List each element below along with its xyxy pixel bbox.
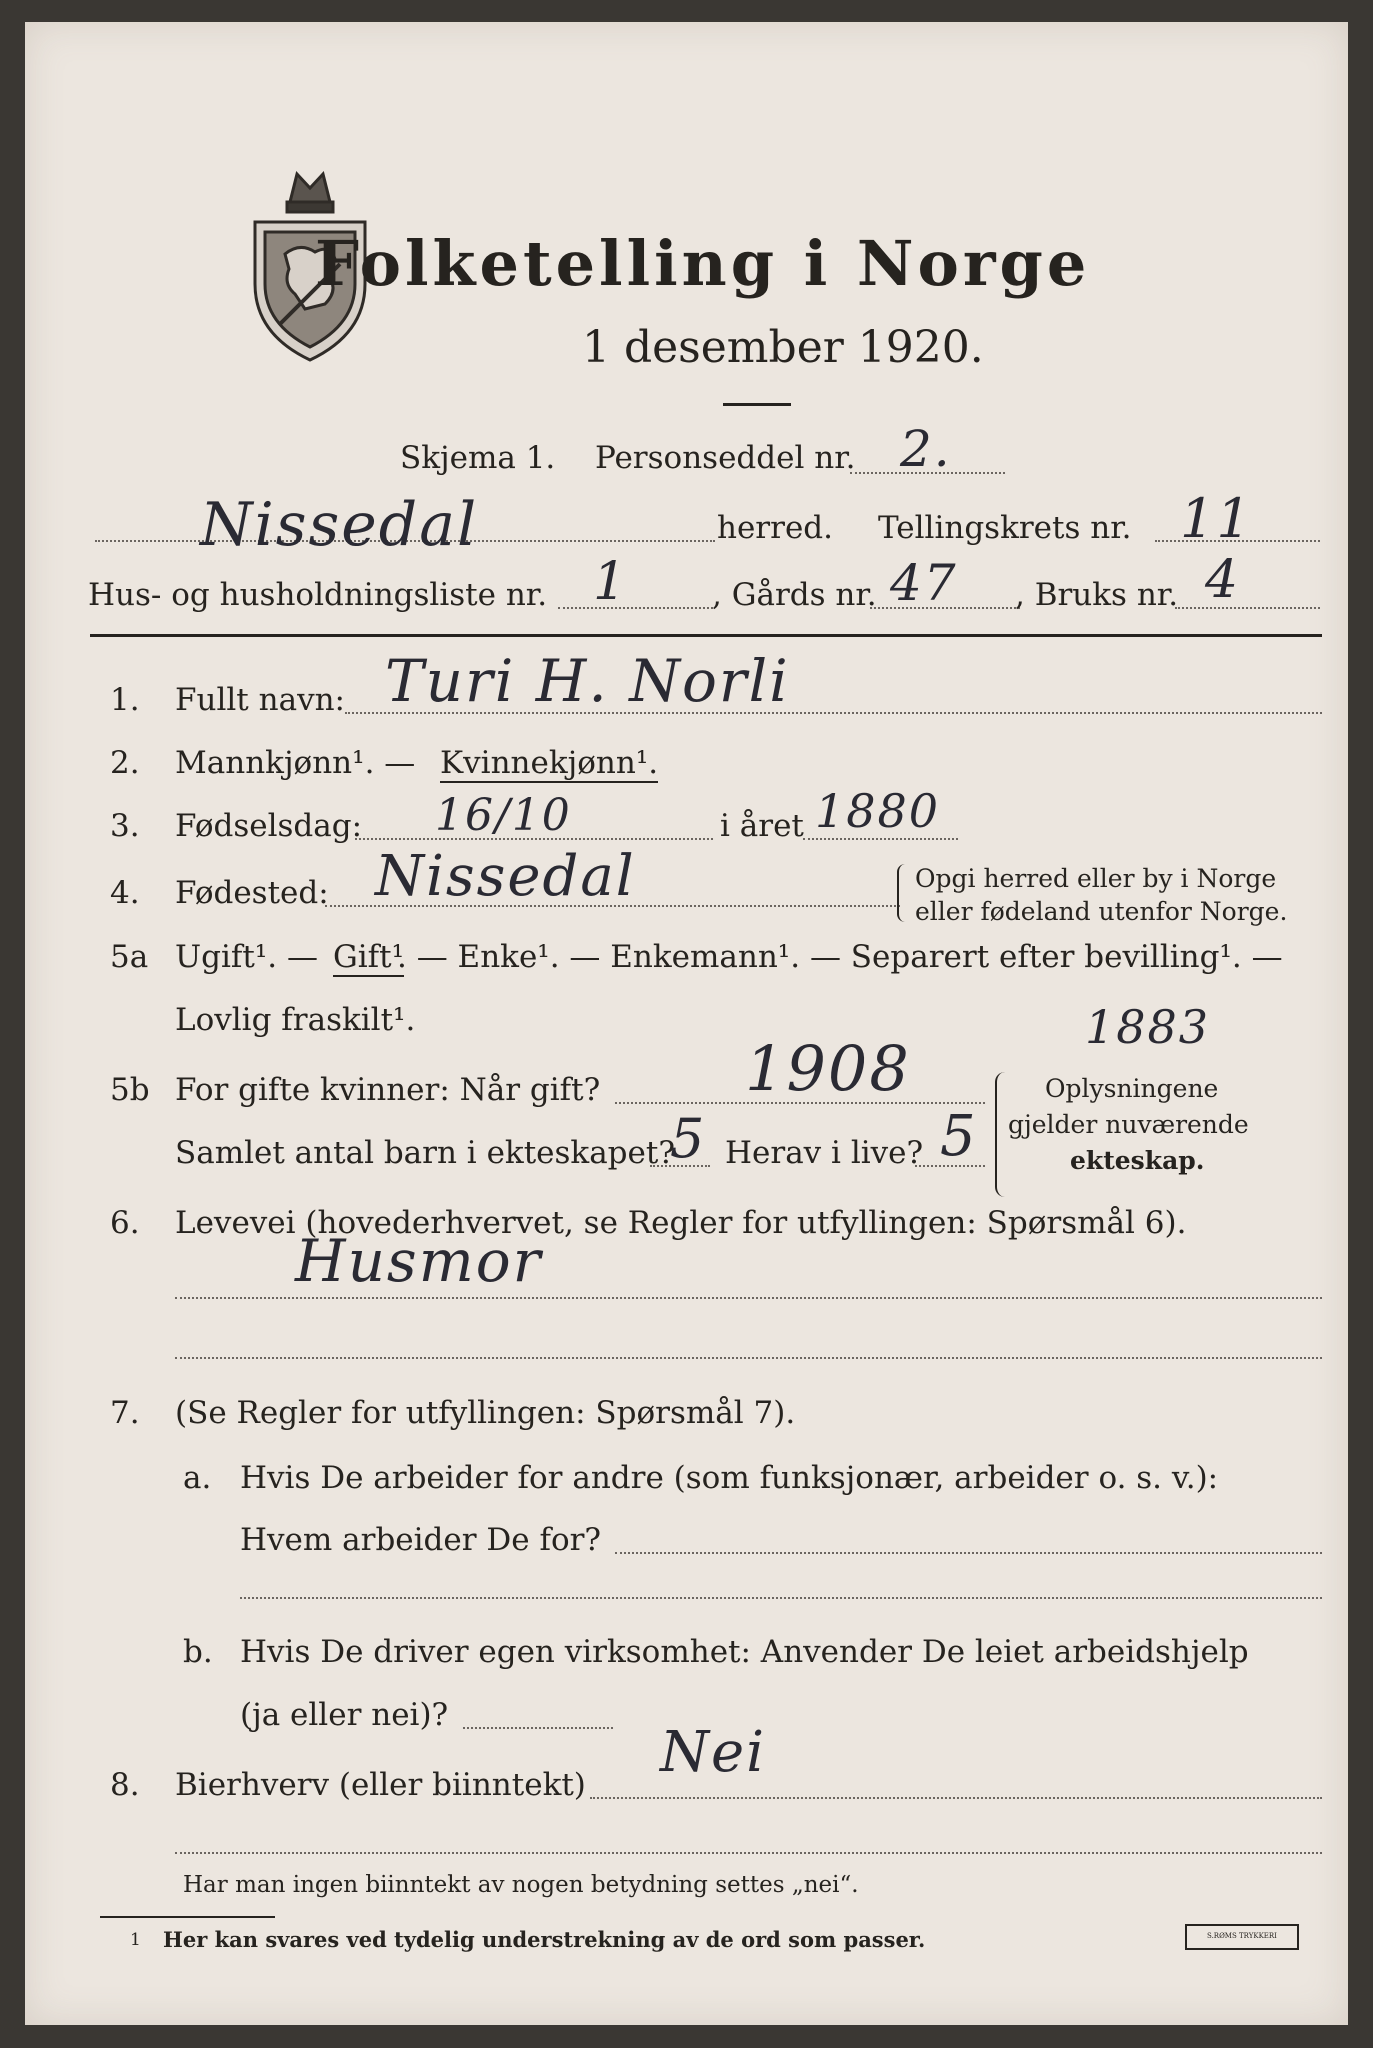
census-form-page	[25, 22, 1348, 2025]
q5a-rest: . — Enke¹. — Enkemann¹. — Separert efter bevilling¹. —	[397, 939, 1283, 975]
footnote-mark: 1	[130, 1930, 141, 1950]
q5b-live-value: 5	[940, 1104, 978, 1169]
bruks-line	[1175, 607, 1320, 609]
q5b-value: 1908	[745, 1032, 911, 1105]
personseddel-value: 2.	[900, 420, 952, 478]
q5b-note-line2: gjelder nuværende	[1008, 1110, 1249, 1139]
q1-label: Fullt navn:	[175, 682, 345, 718]
q5b-label: For gifte kvinner: Når gift?	[175, 1072, 601, 1108]
q8-number: 8.	[110, 1767, 140, 1803]
q5b-brace	[995, 1072, 1007, 1197]
printer-stamp-text: S.RØMS TRYKKERI	[1207, 1932, 1277, 1940]
q8-label: Bierhverv (eller biinntekt)	[175, 1767, 586, 1803]
q5b-note-line1: Oplysningene	[1045, 1074, 1219, 1103]
q5a-number: 5a	[110, 939, 149, 975]
q7-number: 7.	[110, 1395, 140, 1431]
census-date: 1 desember 1920.	[582, 322, 984, 373]
herred-value: Nissedal	[200, 490, 479, 560]
bruks-label: , Bruks nr.	[1015, 577, 1179, 613]
title-divider	[723, 403, 791, 406]
q3-year-label: i året	[720, 808, 804, 844]
q5b-live-label: Herav i live?	[725, 1135, 924, 1171]
q5a-fraskilt: Lovlig fraskilt¹.	[175, 1002, 416, 1038]
biinntekt-note: Har man ingen biinntekt av nogen betydning settes „nei“.	[183, 1872, 859, 1898]
personseddel-label: Personseddel nr.	[595, 440, 856, 476]
hus-label: Hus- og husholdningsliste nr.	[88, 577, 548, 613]
q4-number: 4.	[110, 875, 140, 911]
q3-year-value: 1880	[815, 784, 941, 838]
q3-value: 16/10	[435, 790, 572, 841]
q5a-ugift: Ugift¹. —	[175, 939, 318, 975]
q3-number: 3.	[110, 808, 140, 844]
q2-mannkjonn: Mannkjønn¹. —	[175, 745, 416, 781]
q5a-gift: Gift¹	[333, 939, 405, 975]
q5b-barn-label: Samlet antal barn i ekteskapet?	[175, 1135, 675, 1171]
tellingskrets-label: Tellingskrets nr.	[878, 510, 1132, 546]
q8-line-2	[175, 1852, 1322, 1854]
hus-line	[558, 607, 713, 609]
q5b-note-line3: ekteskap.	[1070, 1146, 1205, 1175]
footnote-text: Her kan svares ved tydelig understrekning av de ord som passer.	[163, 1927, 926, 1952]
q1-value: Turi H. Norli	[385, 647, 790, 715]
gards-value: 47	[890, 554, 958, 612]
q4-note-line1: Opgi herred eller by i Norge	[915, 864, 1277, 893]
q7a-label: Hvis De arbeider for andre (som funksjonær, arbeider o. s. v.):	[240, 1460, 1219, 1496]
q7a-line2: Hvem arbeider De for?	[240, 1522, 602, 1558]
printer-stamp	[1185, 1924, 1299, 1950]
q6-value: Husmor	[295, 1227, 543, 1295]
q6-line-1	[175, 1297, 1322, 1299]
q6-label: Levevei (hovederhvervet, se Regler for utfyllingen: Spørsmål 6).	[175, 1205, 1187, 1241]
q7a-line-1	[615, 1552, 1322, 1554]
q7-label: (Se Regler for utfyllingen: Spørsmål 7).	[175, 1395, 796, 1431]
q7b-answer-line	[463, 1727, 613, 1729]
q5b-number: 5b	[110, 1072, 150, 1108]
q2-kvinnekjonn: Kvinnekjønn¹.	[440, 745, 659, 781]
q5b-barn-value: 5	[670, 1107, 707, 1170]
form-title: Folketelling i Norge	[315, 227, 1091, 300]
tellingskrets-value: 11	[1180, 487, 1253, 550]
q7b-letter: b.	[183, 1634, 213, 1670]
q4-value: Nissedal	[375, 844, 636, 909]
q3-year-line	[803, 838, 958, 840]
q6-number: 6.	[110, 1205, 140, 1241]
q4-label: Fødested:	[175, 875, 329, 911]
q8-value: Nei	[660, 1720, 767, 1785]
q3-label: Fødselsdag:	[175, 808, 363, 844]
q1-number: 1.	[110, 682, 140, 718]
footnote-rule	[100, 1916, 275, 1918]
q7b-label: Hvis De driver egen virksomhet: Anvender De leiet arbeidshjelp	[240, 1634, 1249, 1670]
q8-line-1	[590, 1797, 1322, 1799]
q6-line-2	[175, 1357, 1322, 1359]
gards-label: , Gårds nr.	[712, 577, 877, 613]
hus-value: 1	[593, 552, 629, 612]
q4-note-line2: eller fødeland utenfor Norge.	[915, 897, 1288, 926]
q7b-line2: (ja eller nei)?	[240, 1697, 449, 1733]
section-rule	[90, 634, 1322, 637]
herred-label: herred.	[717, 510, 833, 546]
q7a-line-2	[240, 1597, 1322, 1599]
q4-brace	[897, 864, 909, 922]
schema-label: Skjema 1.	[400, 440, 556, 476]
q5b-margin-note: 1883	[1085, 1000, 1211, 1054]
q7a-letter: a.	[183, 1460, 212, 1496]
bruks-value: 4	[1205, 550, 1241, 610]
q2-number: 2.	[110, 745, 140, 781]
